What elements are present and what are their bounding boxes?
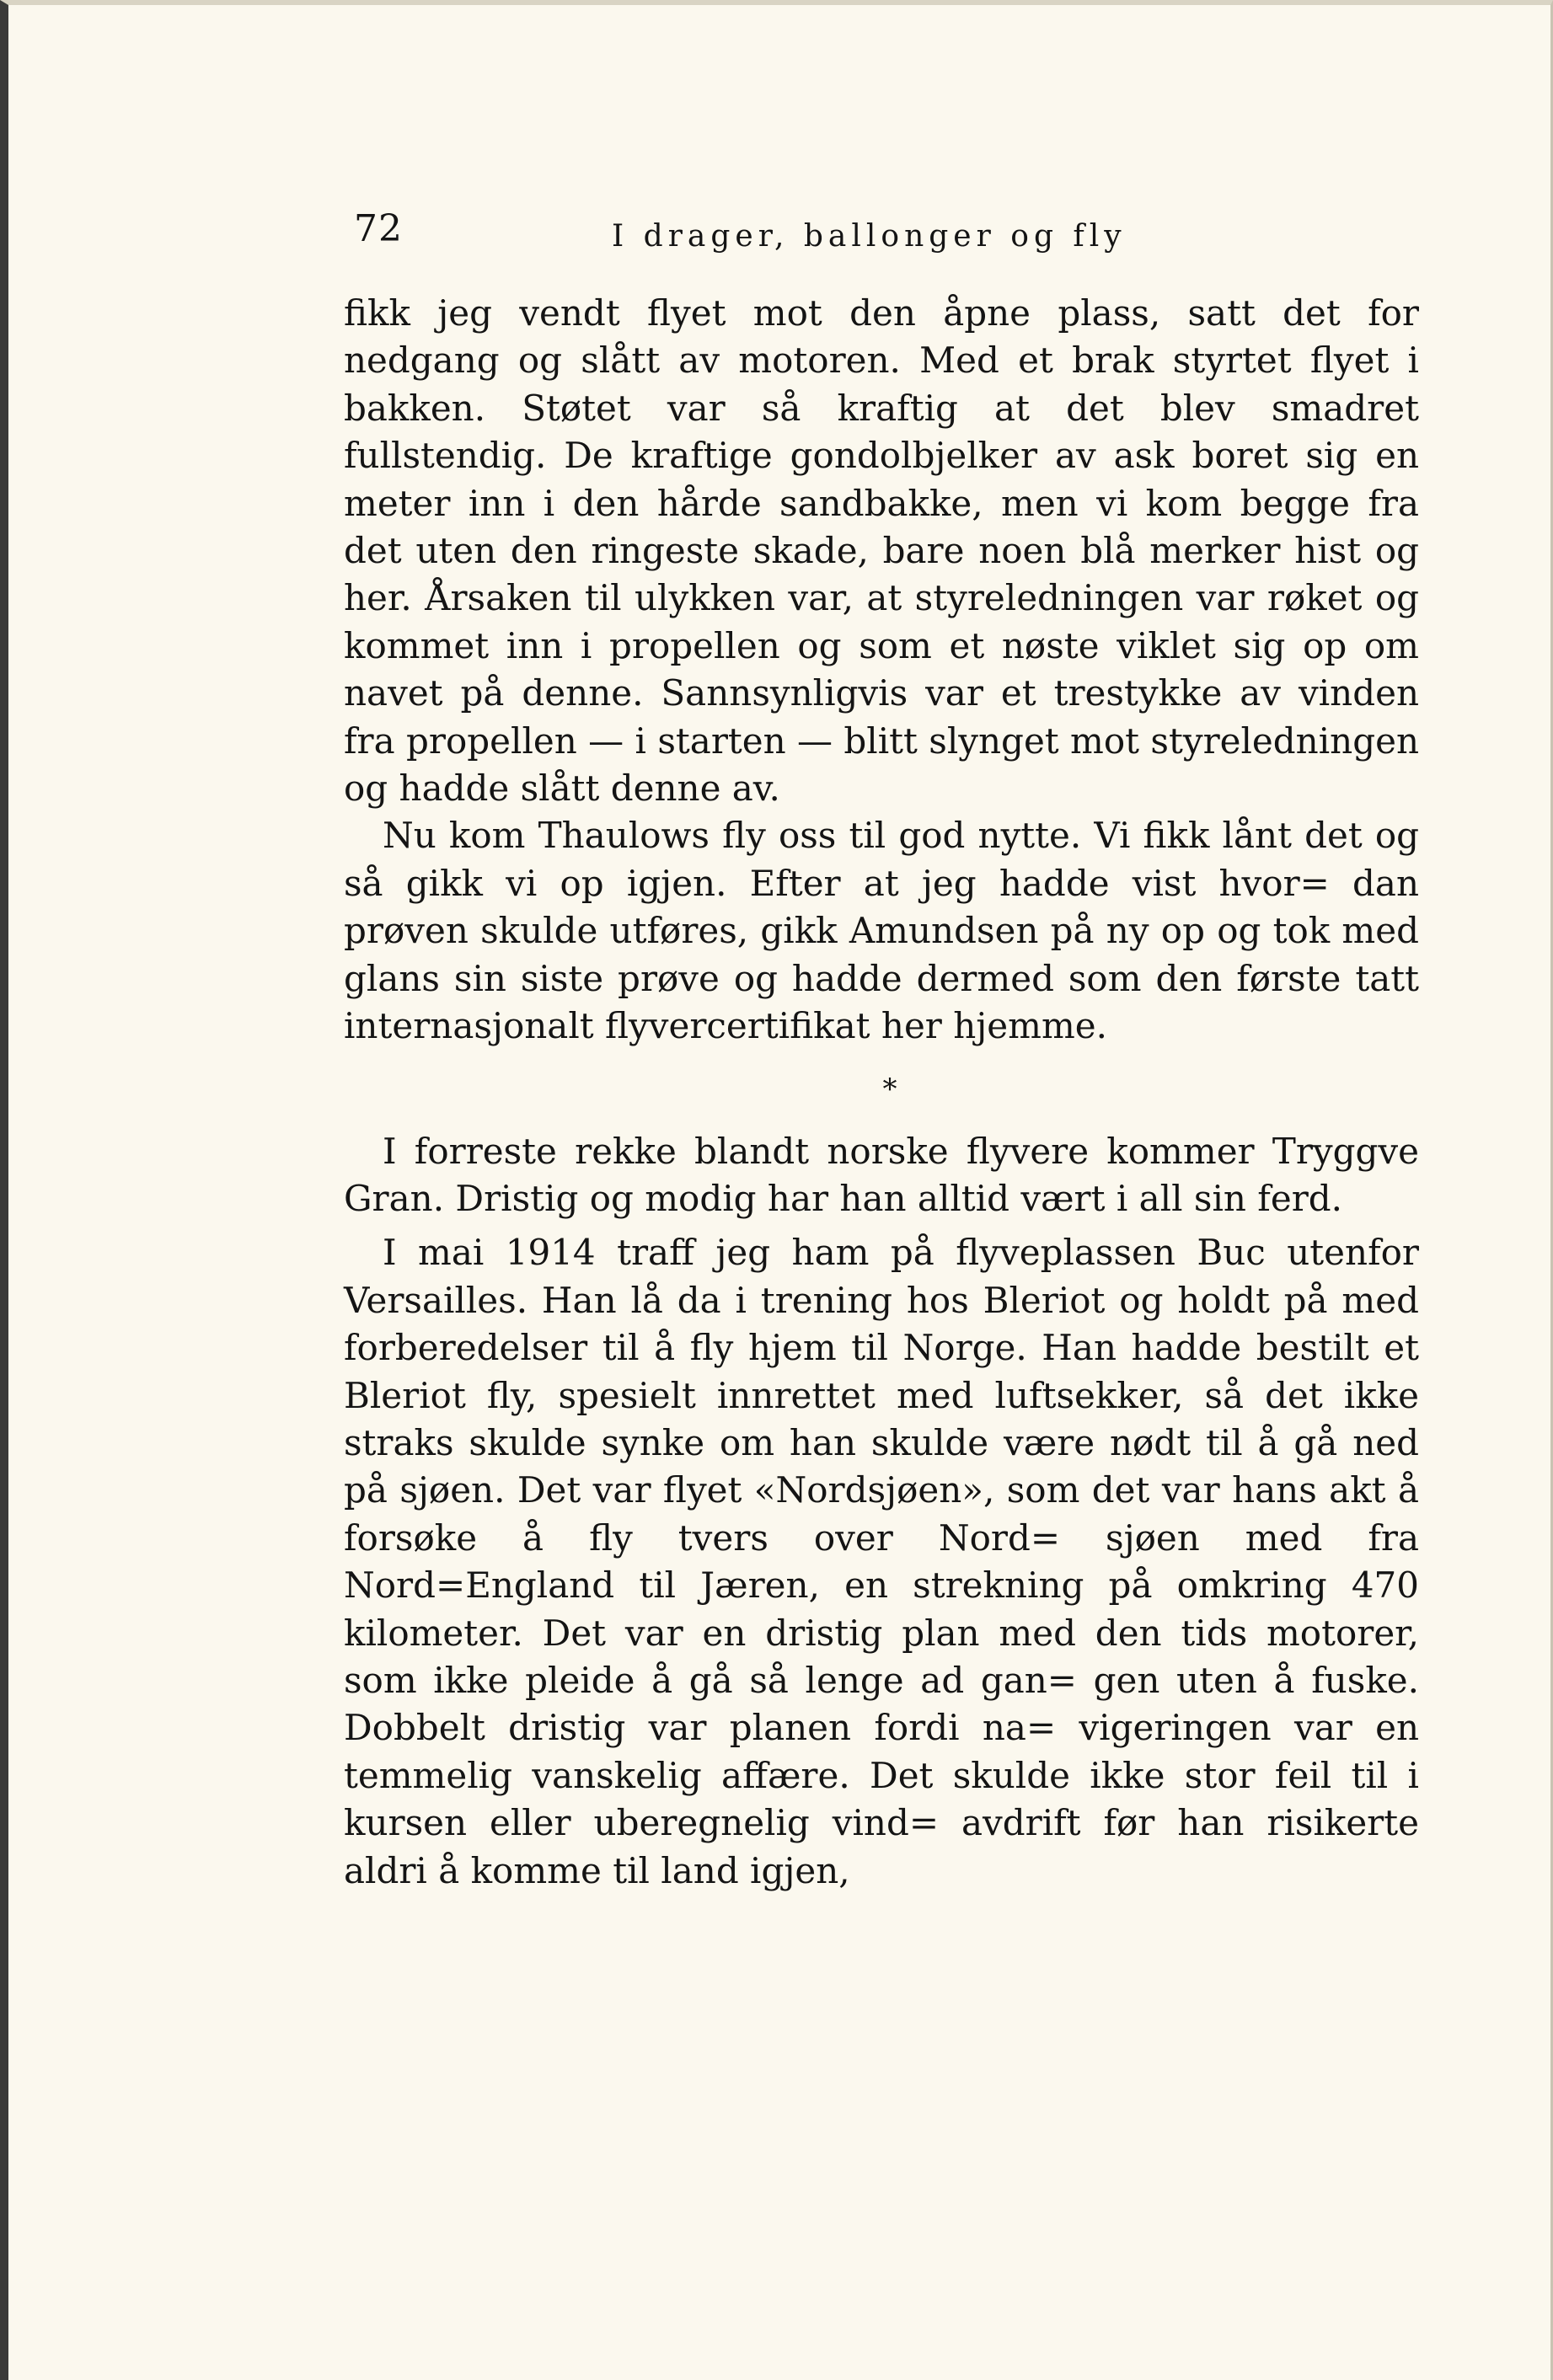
page-number: 72: [354, 207, 403, 250]
paragraph: I forreste rekke blandt norske flyvere kommer Tryggve Gran. Dristig og modig har han alltid vært i all sin ferd.: [344, 1130, 1419, 1219]
page-header: [354, 201, 1433, 259]
body-text: [344, 290, 1419, 1895]
paragraph: fikk jeg vendt flyet mot den åpne plass, satt det for nedgang og slått av motoren. Med et brak styrtet flyet i bakken. Støtet var så kraftig at det blev smadret fullstendig. De kraftige gondolbjelker av ask boret sig en meter inn i den hårde sandbakke, men vi kom begge fra det uten den ringeste skade, bare noen blå merker hist og her. Årsaken til ulykken var, at styreledningen var røket og kommet inn i propellen og som et nøste viklet sig op om navet på denne. Sannsynligvis var et trestykke av vinden fra propellen — i starten — blitt slynget mot styreledningen og hadde slått denne av.: [344, 292, 1419, 810]
section-separator: *: [882, 1072, 897, 1106]
running-title: I drager, ballonger og fly: [612, 219, 1127, 254]
paragraph: I mai 1914 traff jeg ham på flyveplassen Buc utenfor Versailles. Han lå da i trening hos Bleriot og holdt på med forberedelser til å fly hjem til Norge. Han hadde bestilt et Bleriot fly, spesielt innrettet med luftsekker, så det ikke straks skulde synke om han skulde være nødt til å gå ned på sjøen. Det var flyet «Nordsjøen», som det var hans akt å forsøke å fly tvers over Nord= sjøen med fra Nord=England til Jæren, en strekning på omkring 470 kilometer. Det var en dristig plan med den tids motorer, som ikke pleide å gå så lenge ad gan= gen uten å fuske. Dobbelt dristig var planen fordi na= vigeringen var en temmelig vanskelig affære. Det skulde ikke stor feil til i kursen eller uberegnelig vind= avdrift før han risikerte aldri å komme til land igjen,: [344, 1232, 1419, 1891]
paragraph-gap: [344, 1222, 1419, 1229]
paragraph: Nu kom Thaulows fly oss til god nytte. Vi fikk lånt det og så gikk vi op igjen. Efter at jeg hadde vist hvor= dan prøven skulde utføres, gikk Amundsen på ny op og tok med glans sin siste prøve og hadde dermed som den første tatt internasjonalt flyvercertifikat her hjemme.: [344, 815, 1419, 1047]
